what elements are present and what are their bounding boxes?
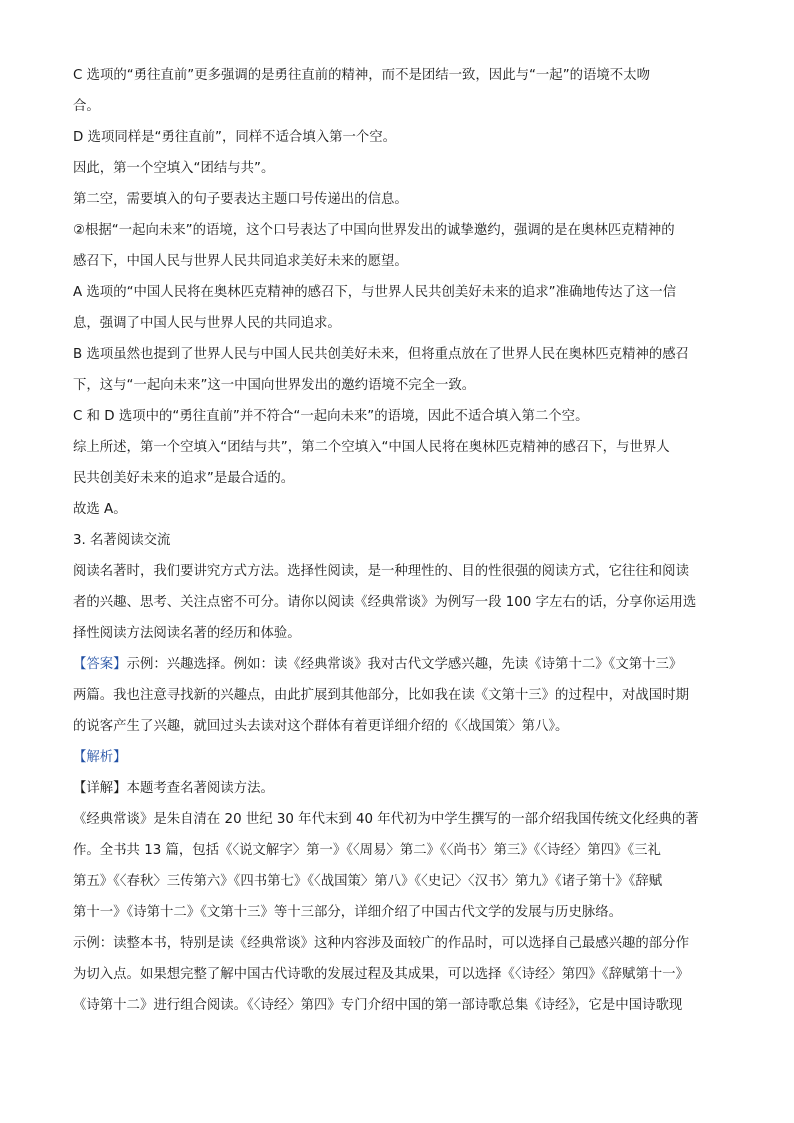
answer-line: 两篇。我也注意寻找新的兴趣点，由此扩展到其他部分，比如我在读《文第十三》的过程中，对战国时期 [73, 688, 689, 703]
text-line: 择性阅读方法阅读名著的经历和体验。 [73, 626, 301, 641]
analysis-tag: 【解析】 [73, 750, 127, 765]
text-line: 作。全书共 13 篇，包括《〈说文解字〉第一》《〈周易〉第二》《〈尚书〉第三》《〈诗经〉第四》《三礼 [73, 843, 661, 858]
section-heading: 3. 名著阅读交流 [73, 533, 171, 548]
text-line: 故选 A。 [73, 502, 127, 517]
text-line: A 选项的“中国人民将在奥林匹克精神的感召下，与世界人民共创美好未来的追求”准确地传达了这一信 [73, 285, 677, 300]
text-line: ②根据“一起向未来”的语境，这个口号表达了中国向世界发出的诚挚邀约，强调的是在奥林匹克精神的 [73, 223, 675, 238]
analysis-line [73, 742, 723, 773]
detail-tag: 【详解】 [73, 781, 127, 796]
detail-line [73, 773, 723, 804]
text-line: 民共创美好未来的追求”是最合适的。 [73, 471, 295, 486]
text-line: 《诗第十二》进行组合阅读。《〈诗经〉第四》专门介绍中国的第一部诗歌总集《诗经》，它是中国诗歌现 [73, 998, 683, 1013]
text-line: 第五》《〈春秋〉三传第六》《四书第七》《〈战国策〉第八》《〈史记〉〈汉书〉第九》《诸子第十》《辞赋 [73, 874, 663, 889]
text-line: 第二空，需要填入的句子要表达主题口号传递出的信息。 [73, 192, 408, 207]
answer-tag: 【答案】 [73, 657, 127, 672]
answer-text: 示例：兴趣选择。例如：读《经典常谈》我对古代文学感兴趣，先读《诗第十二》《文第十三》 [126, 657, 683, 672]
text-line: 者的兴趣、思考、关注点密不可分。请你以阅读《经典常谈》为例写一段 100 字左右的话，分享你运用选 [73, 595, 697, 610]
text-line: B 选项虽然也提到了世界人民与中国人民共创美好未来，但将重点放在了世界人民在奥林匹克精神的感召 [73, 347, 690, 362]
text-line: 《经典常谈》是朱自清在 20 世纪 30 年代末到 40 年代初为中学生撰写的一部介绍我国传统文化经典的著 [73, 812, 699, 827]
text-line: 因此，第一个空填入“团结与共”。 [73, 161, 275, 176]
text-line: 阅读名著时，我们要讲究方式方法。选择性阅读，是一种理性的、目的性很强的阅读方式，它往往和阅读 [73, 564, 689, 579]
text-line: 下，这与“一起向未来”这一中国向世界发出的邀约语境不完全一致。 [73, 378, 476, 393]
text-line: 为切入点。如果想完整了解中国古代诗歌的发展过程及其成果，可以选择《〈诗经〉第四》《辞赋第十一》 [73, 967, 689, 982]
detail-text: 本题考查名著阅读方法。 [126, 781, 274, 796]
text-line: C 选项的“勇往直前”更多强调的是勇往直前的精神，而不是团结一致，因此与“一起”的语境不太吻 [73, 68, 650, 83]
answer-line: 的说客产生了兴趣，就回过头去读对这个群体有着更详细介绍的《〈战国策〉第八》。 [73, 719, 569, 734]
text-line: D 选项同样是“勇往直前”，同样不适合填入第一个空。 [73, 130, 397, 145]
text-line: 综上所述，第一个空填入“团结与共”，第二个空填入“中国人民将在奥林匹克精神的感召下，与世界人 [73, 440, 670, 455]
document-page [73, 60, 723, 1021]
text-line: 感召下，中国人民与世界人民共同追求美好未来的愿望。 [73, 254, 408, 269]
text-line: C 和 D 选项中的“勇往直前”并不符合“一起向未来”的语境，因此不适合填入第二个空。 [73, 409, 589, 424]
text-line: 息，强调了中国人民与世界人民的共同追求。 [73, 316, 341, 331]
text-line: 示例：读整本书，特别是读《经典常谈》这种内容涉及面较广的作品时，可以选择自己最感兴趣的部分作 [73, 936, 689, 951]
text-line: 第十一》《诗第十二》《文第十三》等十三部分，详细介绍了中国古代文学的发展与历史脉络。 [73, 905, 623, 920]
answer-line [73, 649, 723, 680]
text-line: 合。 [73, 99, 100, 114]
